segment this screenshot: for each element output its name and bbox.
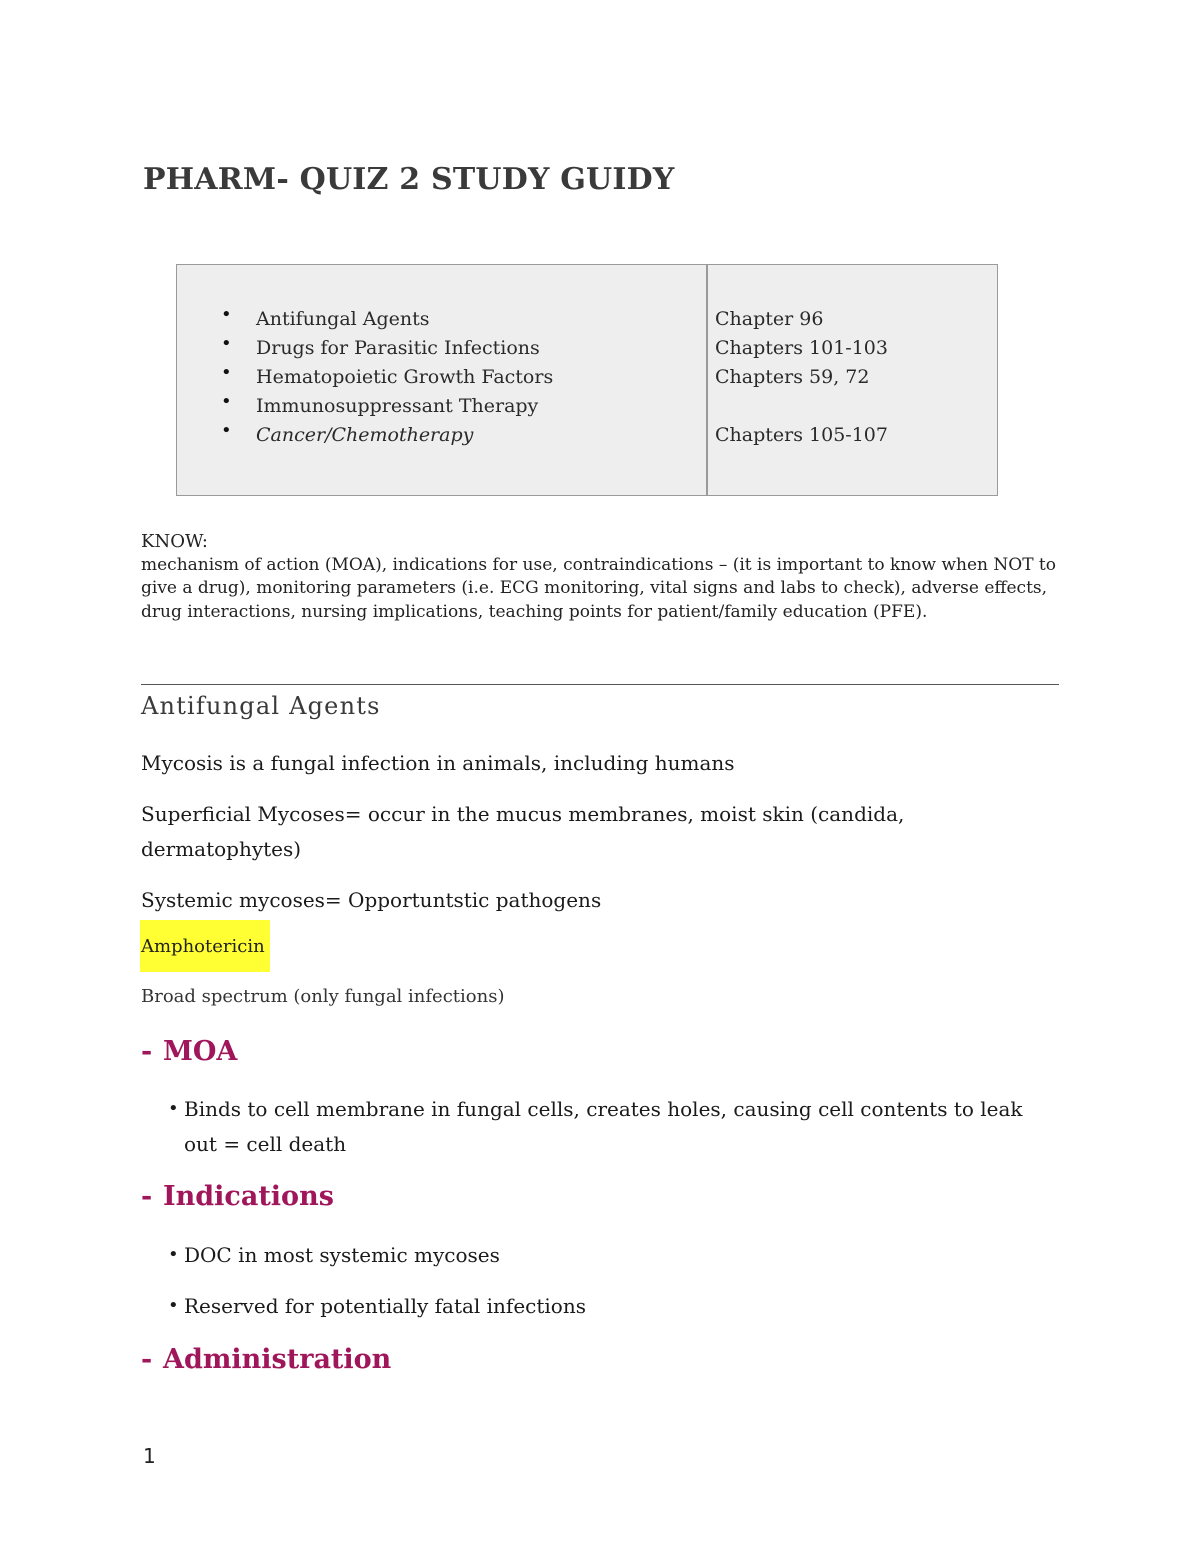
bullet-icon: •: [168, 1295, 179, 1316]
administration-heading: - Administration: [141, 1344, 392, 1375]
know-block: [141, 530, 1071, 624]
topic-item: [221, 421, 553, 450]
bullet-icon: •: [221, 391, 232, 412]
dash-icon: -: [141, 1036, 153, 1067]
topic-item: [221, 305, 553, 334]
bullet-icon: •: [168, 1098, 179, 1119]
topic-label: Immunosuppressant Therapy: [256, 395, 539, 417]
topic-label: Drugs for Parasitic Infections: [256, 337, 540, 359]
mycosis-definition: Mycosis is a fungal infection in animals, including humans: [141, 751, 735, 775]
chapter-ref: Chapter 96: [715, 308, 824, 330]
indication-item: • Reserved for potentially fatal infections: [168, 1289, 1048, 1324]
bullet-icon: •: [221, 304, 232, 325]
page-title: PHARM- QUIZ 2 STUDY GUIDY: [143, 162, 675, 197]
page-number: 1: [143, 1444, 156, 1468]
chapter-ref: Chapters 59, 72: [715, 366, 870, 388]
dash-icon: -: [141, 1181, 153, 1212]
topic-label: Cancer/Chemotherapy: [256, 424, 474, 446]
topic-list: [221, 305, 553, 450]
chapter-ref: [715, 392, 888, 421]
section-heading: Antifungal Agents: [141, 692, 381, 720]
chapter-list: [715, 305, 888, 450]
spectrum-note: Broad spectrum (only fungal infections): [141, 986, 505, 1007]
systemic-mycoses: Systemic mycoses= Opportuntstic pathogens: [141, 888, 602, 912]
dash-icon: -: [141, 1344, 153, 1375]
chapter-ref: Chapters 105-107: [715, 424, 888, 446]
bullet-icon: •: [221, 420, 232, 441]
topic-item: [221, 334, 553, 363]
topic-label: Hematopoietic Growth Factors: [256, 366, 554, 388]
moa-heading: - MOA: [141, 1036, 238, 1067]
drug-name: Amphotericin: [141, 936, 265, 957]
indications-heading: - Indications: [141, 1181, 334, 1212]
moa-item: • Binds to cell membrane in fungal cells, creates holes, causing cell contents to leak out = cell death: [168, 1092, 1048, 1162]
topic-item: [221, 392, 553, 421]
know-label: KNOW:: [141, 531, 208, 552]
topics-table: [176, 264, 998, 496]
bullet-icon: •: [221, 362, 232, 383]
bullet-icon: •: [168, 1244, 179, 1265]
know-text: mechanism of action (MOA), indications for use, contraindications – (it is important to know when NOT to give a drug), monitoring parameters (i.e. ECG monitoring, vital signs and labs to check), adverse effects, drug interactions, nursing implications, teaching points for patient/family education (PFE).: [141, 554, 1057, 622]
topic-item: [221, 363, 553, 392]
bullet-icon: •: [221, 333, 232, 354]
superficial-mycoses: Superficial Mycoses= occur in the mucus membranes, moist skin (candida, dermatophytes): [141, 802, 905, 861]
indication-item: • DOC in most systemic mycoses: [168, 1238, 1048, 1273]
topic-label: Antifungal Agents: [256, 308, 430, 330]
horizontal-rule: [141, 684, 1059, 685]
table-column-divider: [706, 265, 708, 495]
chapter-ref: Chapters 101-103: [715, 337, 888, 359]
